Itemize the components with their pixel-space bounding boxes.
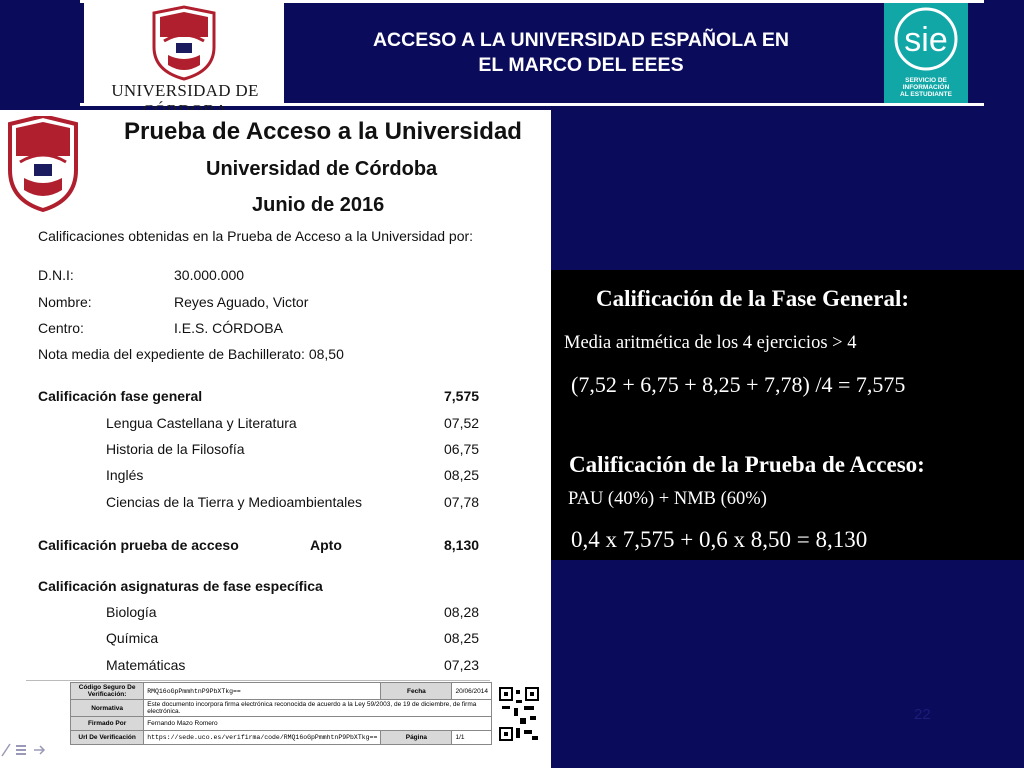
subject-name: Historia de la Filosofía xyxy=(106,441,245,457)
fecha-value: 20/06/2014 xyxy=(452,683,492,700)
subject-grade: 06,75 xyxy=(444,441,480,457)
page-title-line1: ACCESO A LA UNIVERSIDAD ESPAÑOLA EN xyxy=(372,29,790,51)
csv-value: RMQ16oGpPmmhtnP9PbXTkg== xyxy=(144,683,381,700)
fase-general-formula: (7,52 + 6,75 + 8,25 + 7,78) /4 = 7,575 xyxy=(571,372,906,397)
explanation-panel xyxy=(551,270,1024,560)
dni-value: 30.000.000 xyxy=(174,267,245,283)
document-title: Prueba de Acceso a la Universidad xyxy=(124,118,522,145)
fase-general-heading: Calificación de la Fase General: xyxy=(596,286,909,311)
firmado-value: Fernando Mazo Romero xyxy=(144,717,492,731)
pagina-value: 1/1 xyxy=(452,731,492,745)
page-title xyxy=(290,28,872,78)
prueba-acceso-heading: Calificación de la Prueba de Acceso: xyxy=(569,452,925,477)
fase-general-label: Calificación fase general xyxy=(38,388,203,404)
qr-code-icon xyxy=(498,686,540,742)
centro-label: Centro: xyxy=(38,320,84,336)
centro-value: I.E.S. CÓRDOBA xyxy=(174,320,283,336)
prueba-acceso-status: Apto xyxy=(310,537,342,553)
university-crest-icon xyxy=(8,116,78,212)
prueba-acceso-label: Calificación prueba de acceso xyxy=(38,537,239,553)
page-title-line2: EL MARCO DEL EEES xyxy=(478,54,684,76)
subject-name: Lengua Castellana y Literatura xyxy=(106,415,297,431)
sie-line1: SERVICIO DE xyxy=(905,77,947,84)
dni-label: D.N.I: xyxy=(38,267,74,283)
subject-grade: 07,23 xyxy=(444,657,480,673)
slide-nav-controls[interactable] xyxy=(0,740,56,760)
sie-line2: INFORMACIÓN xyxy=(902,84,950,91)
slide-number: 22 xyxy=(914,706,931,723)
prueba-acceso-formula: 0,4 x 7,575 + 0,6 x 8,50 = 8,130 xyxy=(571,527,868,552)
subject-grade: 08,25 xyxy=(444,467,480,483)
csv-label: Código Seguro De Verificación: xyxy=(71,683,144,700)
university-crest-icon xyxy=(84,3,284,81)
subject-name: Biología xyxy=(106,604,157,620)
fase-especifica-label: Calificación asignaturas de fase específica xyxy=(38,578,323,594)
grades-document xyxy=(0,110,551,768)
footer-divider xyxy=(26,680,490,681)
nombre-label: Nombre: xyxy=(38,294,92,310)
fecha-label: Fecha xyxy=(381,683,452,700)
sie-logo xyxy=(884,3,968,103)
menu-icon xyxy=(16,745,26,747)
url-value: https://sede.uco.es/verifirma/code/RMQ16oGpPmmhtnP9PbXTkg== xyxy=(144,731,381,745)
verification-table xyxy=(70,682,492,745)
normativa-value: Este documento incorpora firma electrónica reconocida de acuerdo a la Ley 59/2003, de 19 de diciembre, de firma electrónica. xyxy=(144,700,492,717)
universidad-cordoba-logo xyxy=(84,3,284,103)
subject-grade: 07,78 xyxy=(444,494,480,510)
pagina-label: Página xyxy=(381,731,452,745)
pen-icon xyxy=(2,744,10,756)
subject-name: Química xyxy=(106,630,159,646)
nota-media: Nota media del expediente de Bachillerato: 08,50 xyxy=(38,346,344,362)
sie-line3: AL ESTUDIANTE xyxy=(900,91,952,98)
subject-name: Inglés xyxy=(106,467,144,483)
pau-nmb-text: PAU (40%) + NMB (60%) xyxy=(568,489,767,509)
firmado-label: Firmado Por xyxy=(71,717,144,731)
media-aritmetica-text: Media aritmética de los 4 ejercicios > 4 xyxy=(564,333,857,353)
subject-grade: 08,28 xyxy=(444,604,480,620)
prueba-acceso-value: 8,130 xyxy=(444,537,480,553)
subject-grade: 07,52 xyxy=(444,415,480,431)
subject-name: Ciencias de la Tierra y Medioambientales xyxy=(106,494,363,510)
sie-logo-text: sie xyxy=(904,21,948,59)
document-university: Universidad de Córdoba xyxy=(206,158,438,180)
normativa-label: Normativa xyxy=(71,700,144,717)
next-arrow-icon xyxy=(34,746,44,754)
fase-general-value: 7,575 xyxy=(444,388,480,404)
subject-grade: 08,25 xyxy=(444,630,480,646)
document-intro: Calificaciones obtenidas en la Prueba de Acceso a la Universidad por: xyxy=(38,228,474,244)
sie-emblem-icon xyxy=(884,3,968,73)
document-date: Junio de 2016 xyxy=(252,194,385,216)
subject-name: Matemáticas xyxy=(106,657,186,673)
university-name-logo-text: UNIVERSIDAD DE xyxy=(111,81,259,100)
url-label: Url De Verificación xyxy=(71,731,144,745)
nombre-value: Reyes Aguado, Victor xyxy=(174,294,309,310)
